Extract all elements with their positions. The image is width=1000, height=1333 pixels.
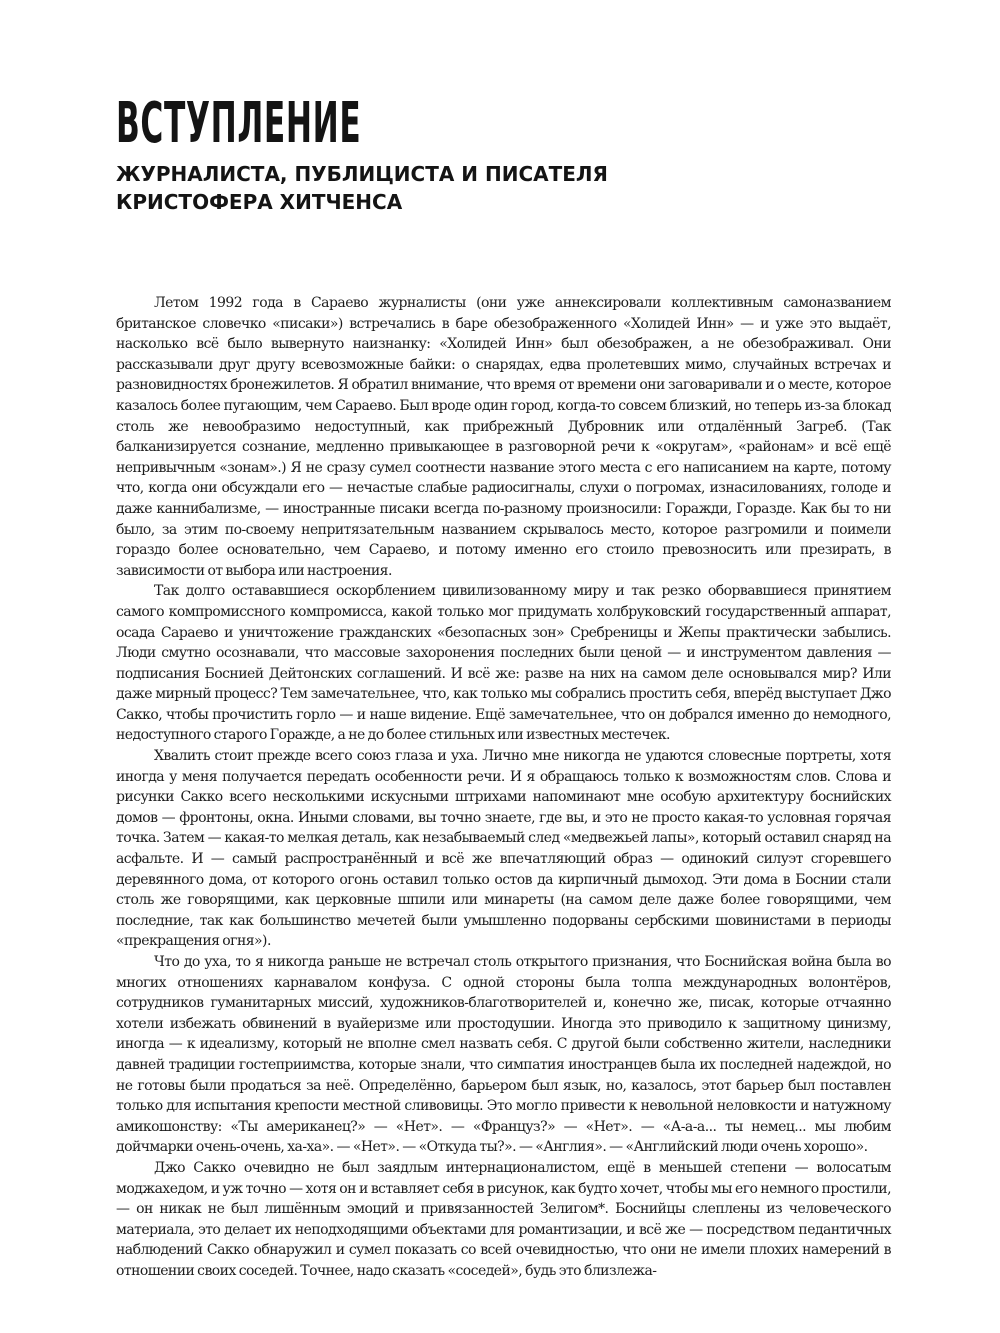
chapter-title: ВСТУПЛЕНИЕ: [116, 91, 362, 156]
subtitle-line-2: КРИСТОФЕРА ХИТЧЕНСА: [116, 190, 403, 214]
body-text: [116, 293, 891, 1282]
chapter-subtitle: [116, 160, 608, 216]
paragraph-1: Летом 1992 года в Сараево журналисты (они уже аннексировали коллективным самоназванием британское словечко «писаки») встречались в баре обезображенного «Холидей Инн» — и уже это выдаёт, насколько всё было вывернуто наизнанку: «Холидей Инн» был обезображен, а не обезображивал. Они рассказывали друг другу всевозможные байки: о снарядах, едва пролетевших мимо, случайных встречах и разновидностях бронежилетов. Я обратил внимание, что время от времени они заговаривали и о месте, которое казалось более пугающим, чем Сараево. Был вроде один город, когда-то совсем близкий, но теперь из-за блокад столь же невообразимо недоступный, как прибрежный Дубровник или отдалённый Загреб. (Так балканизируется сознание, медленно привыкающее в разговорной речи к «округам», «районам» и всё ещё непривычным «зонам».) Я не сразу сумел соотнести название этого места с его написанием на карте, потому что, когда они обсуждали его — нечастые слабые радиосигналы, слухи о погромах, изнасилованиях, голоде и даже каннибализме, — иностранные писаки всегда по-разному произносили: Горажди, Горазде. Как бы то ни было, за этим по-своему непритязательным названием скрывалось место, которое разгромили и поимели гораздо более основательно, чем Сараево, и потому именно его стоило превозносить или презирать, в зависимости от выбора или настроения.: [116, 295, 891, 579]
paragraph-2: Так долго остававшиеся оскорблением цивилизованному миру и так резко оборвавшиеся принятием самого компромиссного компромисса, какой только мог придумать холбруковский государственный аппарат, осада Сараево и уничтожение гражданских «безопасных зон» Сребреницы и Жепы практически забылись. Люди смутно осознавали, что массовые захоронения последних были ценой — и инструментом давления — подписания Боснией Дейтонских соглашений. И всё же: разве на них на самом деле основывался мир? Или даже мирный процесс? Тем замечательнее, что, как только мы собрались простить себя, вперёд выступает Джо Сакко, чтобы прочистить горло — и наше видение. Ещё замечательнее, что он добрался именно до немодного, недоступного старого Горажде, а не до более стильных или известных местечек.: [116, 583, 891, 744]
paragraph-4: Что до уха, то я никогда раньше не встречал столь открытого признания, что Боснийская война была во многих отношениях карнавалом конфуза. С одной стороны была толпа международных волонтёров, сотрудников гуманитарных миссий, художников-благотворителей и, конечно же, писак, которые отчаянно хотели избежать обвинений в вуайеризме или простодушии. Иногда это приводило к защитному цинизму, иногда — к идеализму, который не вполне смел назвать себя. С другой были собственно жители, наследники давней традиции гостеприимства, которые знали, что симпатия иностранцев была их последней надеждой, но не готовы были продаться за неё. Определённо, барьером был язык, но, казалось, этот барьер был поставлен только для испытания крепости местной сливовицы. Это могло привести к невольной неловкости и натужному амикошонству: «Ты американец?» — «Нет». — «Француз?» — «Нет». — «А-а-а... ты немец... мы любим дойчмарки очень-очень, ха-ха». — «Нет». — «Откуда ты?». — «Англия». — «Английский люди очень хорошо».: [116, 954, 891, 1156]
paragraph-3: Хвалить стоит прежде всего союз глаза и уха. Лично мне никогда не удаются словесные портреты, хотя иногда у меня получается передать особенности речи. И я обращаюсь только к возможностям слов. Слова и рисунки Сакко всего несколькими искусными штрихами напоминают мне особую архитектуру боснийских домов — фронтоны, окна. Иными словами, вы точно знаете, где вы, и это не просто какая-то условная горячая точка. Затем — какая-то мелкая деталь, как незабываемый след «медвежьей лапы», который оставил снаряд на асфальте. И — самый распространённый и всё же впечатляющий образ — одинокий силуэт сгоревшего деревянного дома, от которого огонь оставил только остов да кирпичный дымоход. Эти дома в Боснии стали столь же говорящими, как церковные шпили или минареты (на самом деле даже более говорящими, чем последние, так как большинство мечетей были умышленно подорваны сербскими шовинистами в периоды «прекращения огня»).: [116, 748, 891, 950]
subtitle-line-1: ЖУРНАЛИСТА, ПУБЛИЦИСТА И ПИСАТЕЛЯ: [116, 162, 608, 186]
paragraph-5: Джо Сакко очевидно не был заядлым интернационалистом, ещё в меньшей степени — волосатым моджахедом, и уж точно — хотя он и вставляет себя в рисунок, как будто хочет, чтобы мы его немного простили, — он никак не был лишённым эмоций и привязанностей Зелигом*. Боснийцы слеплены из человеческого материала, это делает их неподходящими объектами для романтизации, и всё же — посредством педантичных наблюдений Сакко обнаружил и сумел показать со всей очевидностью, что они не имели плохих намерений в отношении своих соседей. Точнее, надо сказать «соседей», будь это близлежа-: [116, 1159, 891, 1279]
